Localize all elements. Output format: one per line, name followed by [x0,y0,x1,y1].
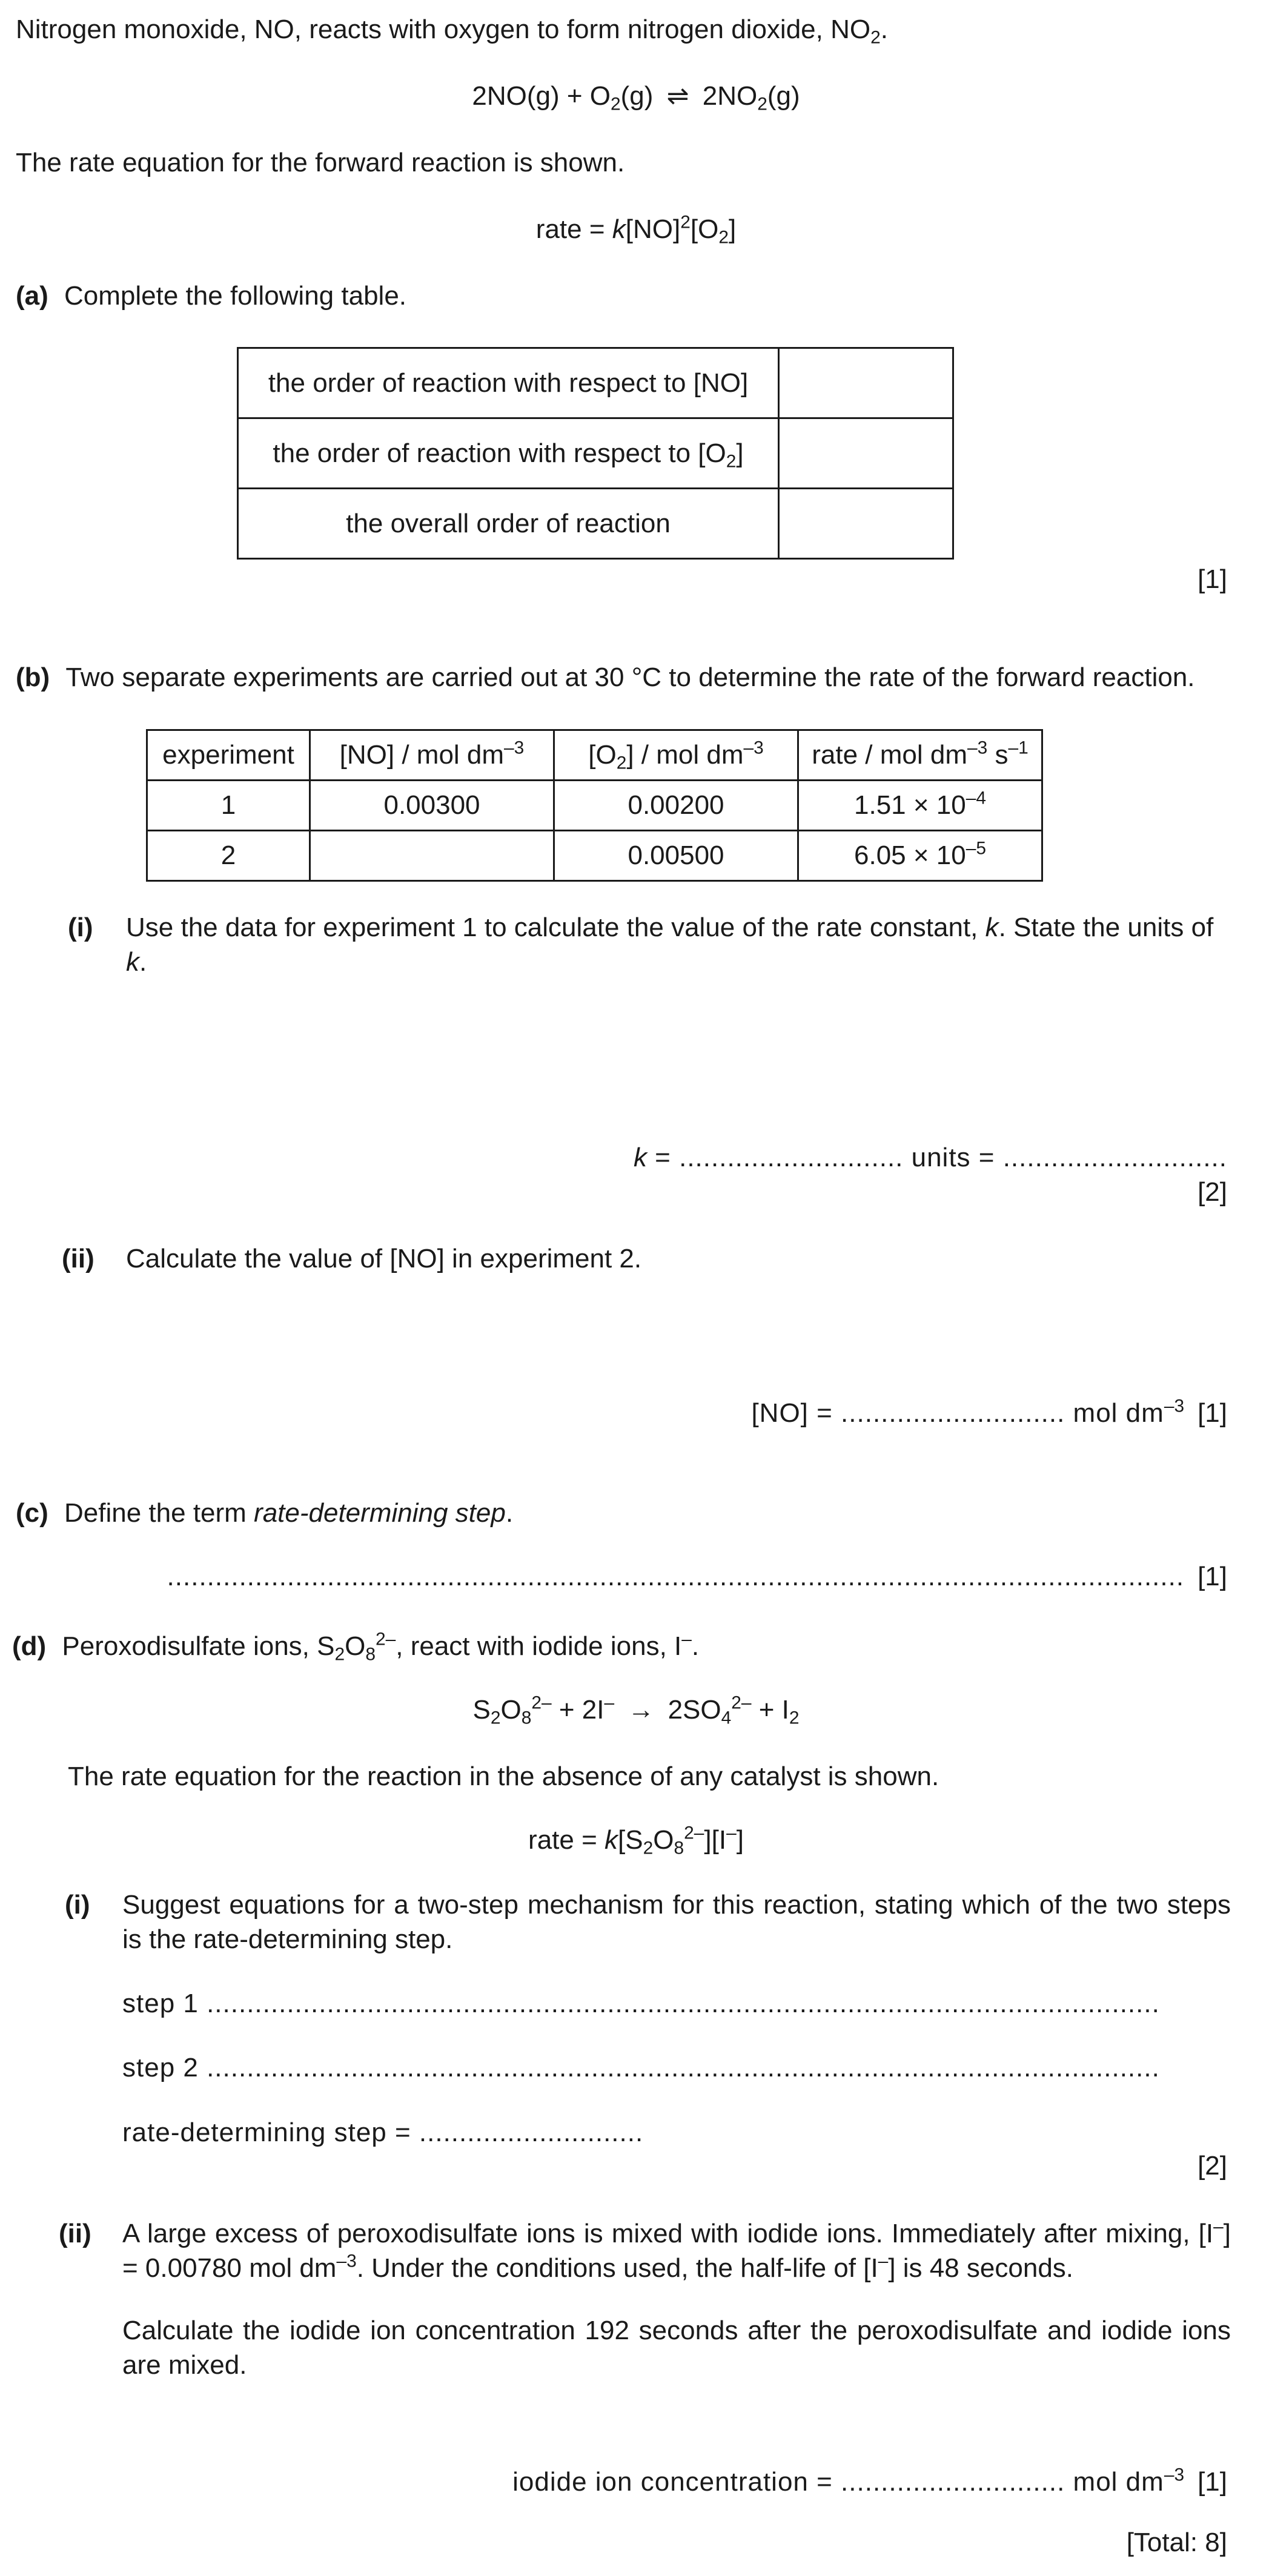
iodide-answer-dots: iodide ion concentration = ............................ mol dm [512,2467,1164,2497]
order-label-cell [238,418,779,489]
rate-no: [NO] [625,214,681,244]
part-a-question [16,279,406,313]
answer-dots: ............................................................................................................................... [167,1562,1185,1591]
part-a-label: (a) [16,281,48,311]
part-d-ii-text1 [122,2216,1231,2285]
cell-exp: 2 [147,831,310,881]
answer-cell-overall[interactable] [779,489,953,559]
sup: –3 [336,2251,357,2271]
eq-sup: 2– [731,1693,752,1713]
order-label-cell: the overall order of reaction [238,489,779,559]
order-label-text: the order of reaction with respect to [O [273,438,726,468]
eq-part: S [472,1695,491,1725]
total-marks: [Total: 8] [1126,2528,1227,2557]
rate-intro-text: The rate equation for the forward reaction is shown. [16,148,625,177]
rate-sub: 8 [674,1838,684,1858]
part-c-marks: [1] [1197,1562,1227,1591]
step2-answer-line[interactable]: step 2 ....................................................................................................................... [122,2053,1160,2082]
sup: – [878,2251,889,2271]
part-b-i-text [126,910,1228,979]
rate-sup: – [726,1823,737,1843]
sup: 2– [375,1629,396,1650]
text: , react with iodide ions, I [396,1631,682,1661]
sub: 2 [334,1644,345,1665]
rate-value: 6.05 × 10 [854,841,966,871]
part-d-i-text: Suggest equations for a two-step mechanism for this reaction, stating which of the two steps is the rate-determining step. [122,1890,1231,1955]
part-b-i-label: (i) [68,913,93,942]
rate-prefix: rate = [528,1825,605,1855]
part-c-answer-line[interactable] [167,1559,1227,1594]
rate-value: 1.51 × 10 [854,790,966,821]
rate-sup: 2 [680,212,691,233]
header-sup: –3 [967,738,988,758]
eq-sub: 2 [490,1708,501,1728]
rate-o-sub: 2 [718,227,729,248]
sub: 8 [365,1644,376,1665]
intro-subscript: 2 [870,27,881,48]
cell-no-blank[interactable] [310,831,554,881]
header-sup: –1 [1008,738,1029,758]
k-answer-dots: = ............................ units = ............................ [646,1143,1227,1172]
text: O [345,1631,366,1661]
text: . [691,1631,700,1661]
part-d-ii-text2: Calculate the iodide ion concentration 192 seconds after the peroxodisulfate and iodide ions are mixed. [122,2316,1231,2380]
part-a-marks: [1] [1197,564,1227,594]
experiment-table [146,729,1043,882]
eq-part: (g) [620,81,654,111]
order-label-text: ] [736,438,744,468]
cell-exp: 1 [147,781,310,831]
rate-o: [O [690,214,719,244]
header-text: rate / mol dm [812,740,967,770]
header-rate [798,730,1042,781]
rate-equation [0,212,1272,246]
table-row [147,831,1042,881]
eq-sub: 4 [721,1708,732,1728]
sup: – [681,1629,692,1650]
iodide-answer-line[interactable] [512,2465,1227,2499]
part-d-i-marks: [2] [1197,2151,1227,2181]
text-k: k [985,913,999,942]
rate-sub: 2 [643,1838,654,1858]
text: A large excess of peroxodisulfate ions is mixed with iodide ions. Immediately after mixing, [I [122,2219,1214,2248]
text: ] = 0.00780 mol dm [122,2219,1231,2284]
part-b-text: Two separate experiments are carried out at 30 °C to determine the rate of the forward reaction. [65,662,1195,692]
rate-part: O [653,1825,674,1855]
eq-part: + 2I [551,1695,605,1725]
intro-text: Nitrogen monoxide, NO, reacts with oxygen to form nitrogen dioxide, NO [16,15,871,44]
header-o2 [554,730,798,781]
rate-exponent: –5 [966,838,986,859]
text: . Under the conditions used, the half-life of [I [356,2253,878,2284]
text: ] is 48 seconds. [888,2253,1074,2284]
rate-k: k [612,214,626,244]
part-d-ii-label: (ii) [59,2219,91,2248]
table-row [238,348,953,418]
no-answer-line[interactable] [751,1396,1227,1430]
eq-part: 2SO [667,1695,721,1725]
part-d-rate-intro: The rate equation for the reaction in the absence of any catalyst is shown. [68,1762,939,1791]
step1-answer-line[interactable]: step 1 ....................................................................................................................... [122,1989,1160,2018]
text: Use the data for experiment 1 to calculate the value of the rate constant, [126,913,985,942]
text: . [139,947,147,977]
rate-part: [S [618,1825,643,1855]
eq-subscript: 2 [610,94,621,114]
part-d-rate-equation [0,1823,1272,1857]
part-c-text: . [505,1498,514,1528]
part-c-term: rate-determining step [254,1498,506,1528]
eq-sup: – [604,1693,615,1713]
order-label-sub: 2 [726,451,737,472]
rate-part: ][I [704,1825,727,1855]
sup: – [1213,2216,1224,2237]
intro-line [16,12,888,47]
table-header-row [147,730,1042,781]
part-a-text: Complete the following table. [64,281,407,311]
text: . State the units of [998,913,1214,942]
eq-part: 2NO [702,81,758,111]
iodide-answer-sup: –3 [1164,2465,1185,2485]
rds-answer-line[interactable]: rate-determining step = ............................ [122,2118,644,2147]
rate-prefix: rate = [535,214,612,244]
reaction-arrow-icon: → [628,1695,655,1725]
answer-cell-o2[interactable] [779,418,953,489]
part-c-text: Define the term [64,1498,254,1528]
eq-subscript: 2 [757,94,767,114]
header-sup: –3 [504,738,525,758]
part-b-ii-marks: [1] [1197,1398,1227,1428]
cell-o2: 0.00200 [554,781,798,831]
part-d-label: (d) [12,1631,47,1661]
rate-part: ] [736,1825,744,1855]
table-row [238,489,953,559]
eq-sup: 2– [531,1693,552,1713]
header-sup: –3 [743,738,764,758]
peroxodisulfate-equation [0,1693,1272,1727]
rate-exponent: –4 [966,788,986,808]
header-text: [O [588,740,617,770]
part-d-i-label: (i) [65,1890,90,1920]
part-b-question [16,660,1195,695]
intro-end: . [880,15,888,44]
part-d-ii-marks: [1] [1197,2467,1227,2497]
k-answer-line[interactable] [634,1140,1227,1175]
rate-sup: 2– [684,1823,704,1843]
table-row [238,418,953,489]
eq-part: (g) [767,81,800,111]
table-row [147,781,1042,831]
no-answer-dots: [NO] = ............................ mol dm [751,1398,1164,1428]
cell-no: 0.00300 [310,781,554,831]
eq-sub: 8 [521,1708,532,1728]
cell-o2: 0.00500 [554,831,798,881]
equilibrium-equation [0,79,1272,113]
rate-k: k [605,1825,618,1855]
header-sub: 2 [616,753,627,773]
part-b-ii-label: (ii) [62,1244,94,1273]
part-d-text: Peroxodisulfate ions, S [62,1631,335,1661]
text-k: k [126,947,139,977]
header-text: ] / mol dm [626,740,744,770]
rate-o-end: ] [728,214,737,244]
part-b-label: (b) [16,662,50,692]
eq-part: + I [751,1695,789,1725]
header-text: [NO] / mol dm [339,740,505,770]
eq-part: O [500,1695,522,1725]
part-c-question [16,1496,513,1530]
k-label: k [633,1143,647,1172]
header-text: s [987,740,1009,770]
part-c-label: (c) [16,1498,48,1528]
order-table [237,347,954,560]
header-no [310,730,554,781]
cell-rate [798,831,1042,881]
eq-part: 2NO(g) + O [472,81,611,111]
order-label-cell: the order of reaction with respect to [NO] [238,348,779,418]
cell-rate [798,781,1042,831]
part-b-i-marks: [2] [1197,1177,1227,1207]
no-answer-sup: –3 [1164,1396,1185,1416]
answer-cell-no[interactable] [779,348,953,418]
part-b-ii-text: Calculate the value of [NO] in experiment 2. [126,1244,642,1273]
eq-sub: 2 [789,1708,800,1728]
equilibrium-arrow-icon: ⇌ [666,81,689,111]
part-d-question [12,1629,699,1663]
header-experiment: experiment [147,730,310,781]
